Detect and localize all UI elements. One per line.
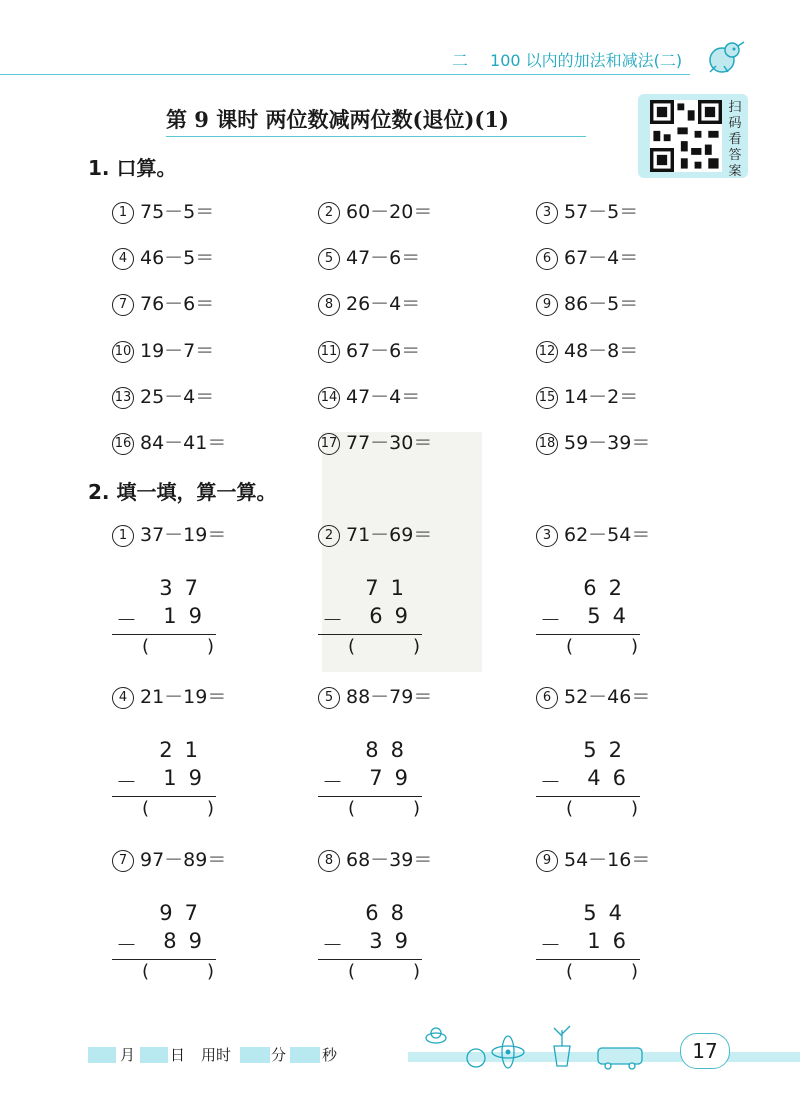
problem-number-circle: 8 (318, 850, 340, 872)
problem-number-circle: 5 (318, 687, 340, 709)
minus-sign: － (540, 933, 561, 957)
minuend: 37 (159, 576, 210, 600)
problem-expression: 21－19＝ (140, 686, 227, 708)
minus-sign: － (540, 770, 561, 794)
sum-line (318, 959, 422, 960)
sum-line (536, 796, 640, 797)
vertical-problem-heading (318, 682, 432, 709)
oral-problem (318, 197, 432, 224)
right-paren: ) (206, 961, 214, 982)
minuend: 21 (159, 738, 210, 762)
problem-expression: 67－4＝ (564, 247, 639, 270)
problem-number-circle: 18 (536, 433, 558, 455)
problem-number-circle: 4 (112, 248, 134, 270)
problem-expression: 86－5＝ (564, 293, 639, 316)
minus-sign: － (540, 608, 561, 632)
problem-expression: 26－4＝ (346, 293, 421, 316)
problem-expression: 68－39＝ (346, 849, 433, 871)
day-blank[interactable] (140, 1047, 168, 1063)
subtrahend: 89 (163, 929, 214, 953)
right-paren: ) (412, 636, 420, 657)
section1-title: 1. 口算。 (88, 156, 177, 180)
minuend: 97 (159, 901, 210, 925)
minuend: 62 (583, 576, 634, 600)
vertical-subtraction (112, 738, 216, 824)
problem-expression: 77－30＝ (346, 432, 433, 454)
sum-line (318, 634, 422, 635)
minus-sign: － (116, 608, 137, 632)
vertical-subtraction (112, 576, 216, 662)
problem-number-circle: 7 (112, 850, 134, 872)
problem-number-circle: 11 (318, 341, 340, 363)
problem-number-circle: 10 (112, 341, 134, 363)
problem-number-circle: 1 (112, 525, 134, 547)
minus-sign: － (116, 933, 137, 957)
minuend: 68 (365, 901, 416, 925)
problem-expression: 19－7＝ (140, 339, 215, 362)
sum-line (536, 634, 640, 635)
problem-number-circle: 16 (112, 433, 134, 455)
subtrahend: 46 (587, 766, 638, 790)
problem-expression: 60－20＝ (346, 201, 433, 223)
problem-number-circle: 3 (536, 525, 558, 547)
problem-expression: 37－19＝ (140, 524, 227, 546)
problem-expression: 67－6＝ (346, 339, 421, 362)
problem-expression: 88－79＝ (346, 686, 433, 708)
problem-number-circle: 8 (318, 294, 340, 316)
oral-problem (112, 382, 214, 409)
minuend: 52 (583, 738, 634, 762)
vertical-problem-heading (112, 682, 226, 709)
day-label: 日 (170, 1046, 186, 1064)
chapter-title: 100 以内的加法和减法(二) (490, 51, 683, 70)
oral-problem (536, 197, 638, 224)
vertical-problem-heading (536, 682, 650, 709)
problem-expression: 46－5＝ (140, 247, 215, 270)
page-number: 17 (680, 1033, 730, 1069)
subtrahend: 79 (369, 766, 420, 790)
right-paren: ) (206, 798, 214, 819)
subtrahend: 69 (369, 604, 420, 628)
oral-problem (536, 243, 638, 270)
problem-expression: 48－8＝ (564, 339, 639, 362)
problem-expression: 75－5＝ (140, 201, 215, 223)
qr-code-icon[interactable] (650, 100, 722, 172)
time-used-label: 用时 (201, 1046, 232, 1064)
vertical-problem-heading (318, 520, 432, 547)
minutes-label: 分 (271, 1046, 287, 1064)
vertical-subtraction (318, 738, 422, 824)
problem-expression: 54－16＝ (564, 849, 651, 871)
minus-sign: － (322, 608, 343, 632)
oral-problem (536, 428, 650, 455)
left-paren: ( (566, 961, 574, 982)
oral-problem (536, 336, 638, 363)
problem-number-circle: 15 (536, 387, 558, 409)
seconds-blank[interactable] (290, 1047, 320, 1063)
chapter-heading (452, 48, 682, 71)
problem-expression: 14－2＝ (564, 385, 639, 408)
problem-number-circle: 6 (536, 248, 558, 270)
right-paren: ) (630, 961, 638, 982)
problem-expression: 97－89＝ (140, 849, 227, 871)
problem-number-circle: 5 (318, 248, 340, 270)
right-paren: ) (630, 636, 638, 657)
qr-caption: 扫 码 看 答 案 (728, 100, 742, 179)
problem-number-circle: 9 (536, 294, 558, 316)
vertical-subtraction (112, 901, 216, 987)
minus-sign: － (322, 770, 343, 794)
oral-problem (318, 336, 420, 363)
vertical-problem-heading (536, 845, 650, 872)
seconds-label: 秒 (322, 1046, 338, 1064)
minuend: 54 (583, 901, 634, 925)
problem-number-circle: 12 (536, 341, 558, 363)
month-label: 月 (120, 1046, 136, 1064)
subtrahend: 19 (163, 604, 214, 628)
oral-problem (112, 197, 214, 224)
problem-number-circle: 14 (318, 387, 340, 409)
left-paren: ( (348, 961, 356, 982)
problem-number-circle: 13 (112, 387, 134, 409)
sum-line (318, 796, 422, 797)
left-paren: ( (566, 798, 574, 819)
footer-decoration-icon (416, 1020, 656, 1070)
problem-number-circle: 3 (536, 202, 558, 224)
oral-problem (112, 289, 214, 316)
oral-problem (112, 428, 226, 455)
month-blank[interactable] (88, 1047, 116, 1063)
sum-line (536, 959, 640, 960)
sum-line (112, 634, 216, 635)
left-paren: ( (566, 636, 574, 657)
left-paren: ( (348, 636, 356, 657)
problem-number-circle: 9 (536, 850, 558, 872)
problem-expression: 52－46＝ (564, 686, 651, 708)
problem-expression: 57－5＝ (564, 201, 639, 223)
problem-number-circle: 6 (536, 687, 558, 709)
sum-line (112, 796, 216, 797)
problem-number-circle: 17 (318, 433, 340, 455)
left-paren: ( (142, 961, 150, 982)
right-paren: ) (412, 798, 420, 819)
sum-line (112, 959, 216, 960)
oral-problem (318, 428, 432, 455)
title-rule (166, 136, 586, 137)
problem-expression: 47－6＝ (346, 247, 421, 270)
minus-sign: － (322, 933, 343, 957)
problem-number-circle: 1 (112, 202, 134, 224)
subtrahend: 16 (587, 929, 638, 953)
left-paren: ( (348, 798, 356, 819)
problem-expression: 62－54＝ (564, 524, 651, 546)
problem-expression: 76－6＝ (140, 293, 215, 316)
oral-problem (112, 243, 214, 270)
problem-expression: 71－69＝ (346, 524, 433, 546)
right-paren: ) (412, 961, 420, 982)
oral-problem (318, 382, 420, 409)
vertical-problem-heading (536, 520, 650, 547)
problem-number-circle: 4 (112, 687, 134, 709)
problem-expression: 84－41＝ (140, 432, 227, 454)
left-paren: ( (142, 636, 150, 657)
minuend: 88 (365, 738, 416, 762)
oral-problem (318, 289, 420, 316)
subtrahend: 39 (369, 929, 420, 953)
oral-problem (318, 243, 420, 270)
chapter-number: 二 (452, 51, 469, 70)
problem-expression: 59－39＝ (564, 432, 651, 454)
oral-problem (536, 289, 638, 316)
vertical-subtraction (536, 901, 640, 987)
vertical-problem-heading (318, 845, 432, 872)
subtrahend: 54 (587, 604, 638, 628)
vertical-subtraction (536, 576, 640, 662)
right-paren: ) (630, 798, 638, 819)
problem-number-circle: 2 (318, 202, 340, 224)
left-paren: ( (142, 798, 150, 819)
oral-problem (536, 382, 638, 409)
minus-sign: － (116, 770, 137, 794)
vertical-problem-heading (112, 845, 226, 872)
lesson-title: 第 9 课时 两位数减两位数(退位)(1) (166, 107, 509, 132)
vertical-subtraction (536, 738, 640, 824)
problem-expression: 25－4＝ (140, 385, 215, 408)
vertical-subtraction (318, 901, 422, 987)
mascot-icon (702, 38, 746, 78)
minutes-blank[interactable] (240, 1047, 270, 1063)
vertical-problem-heading (112, 520, 226, 547)
vertical-subtraction (318, 576, 422, 662)
problem-expression: 47－4＝ (346, 385, 421, 408)
section2-title: 2. 填一填，算一算。 (88, 480, 277, 504)
subtrahend: 19 (163, 766, 214, 790)
minuend: 71 (365, 576, 416, 600)
header-rule (0, 74, 690, 75)
right-paren: ) (206, 636, 214, 657)
oral-problem (112, 336, 214, 363)
problem-number-circle: 2 (318, 525, 340, 547)
problem-number-circle: 7 (112, 294, 134, 316)
